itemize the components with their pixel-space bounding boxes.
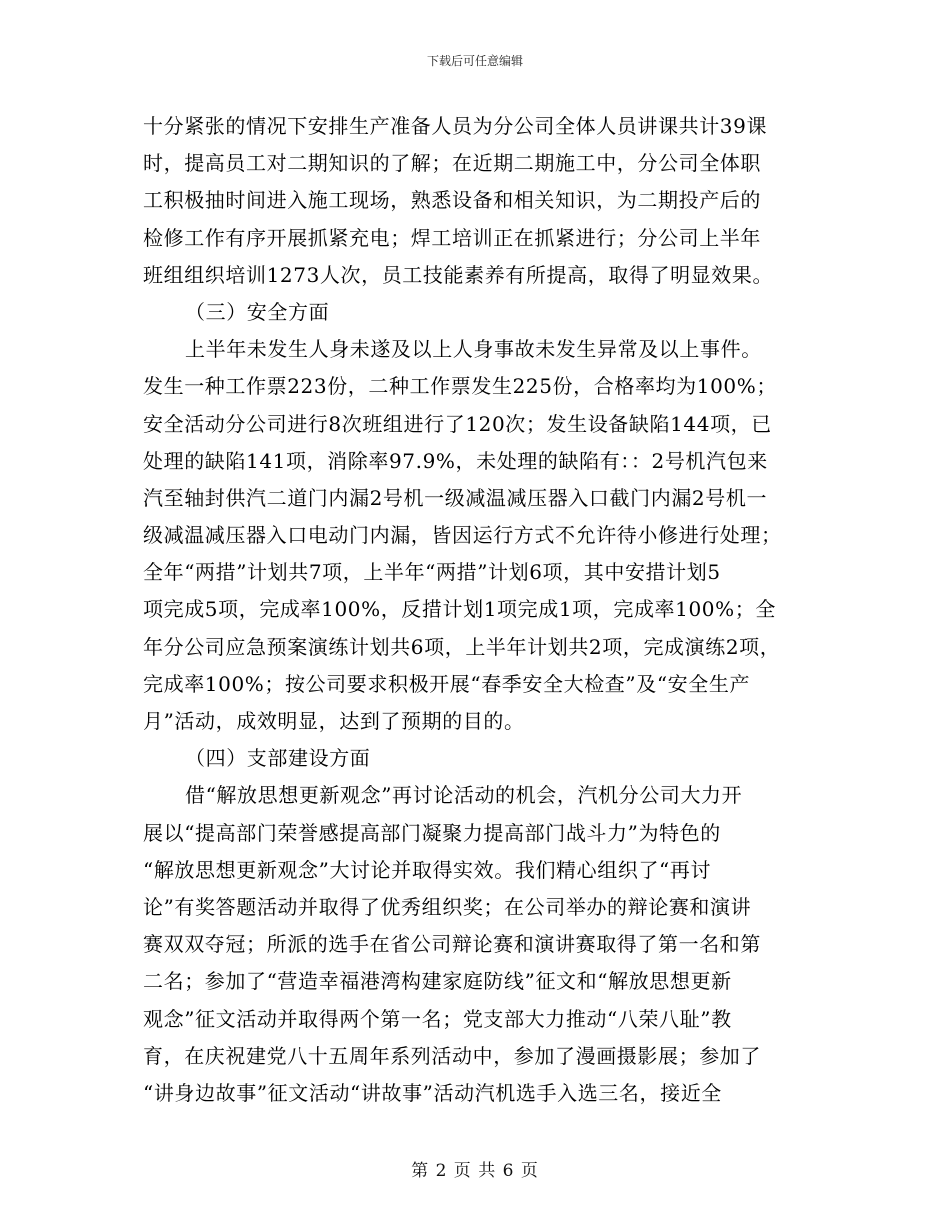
section-heading-party-branch: （四）支部建设方面 — [185, 746, 371, 771]
body-line: 时，提高员工对二期知识的了解；在近期二期施工中，分公司全体职 — [143, 151, 761, 176]
page-header-note: 下载后可任意编辑 — [426, 54, 523, 68]
body-line: 处理的缺陷141项，消除率97.9%，未处理的缺陷有：：2号机汽包来 — [143, 448, 768, 473]
body-line: 论”有奖答题活动并取得了优秀组织奖；在公司举办的辩论赛和演讲 — [143, 894, 752, 919]
body-line: 项完成5项，完成率100%，反措计划1项完成1项，完成率100%；全 — [143, 597, 776, 622]
body-line: 安全活动分公司进行8次班组进行了120次；发生设备缺陷144项，已 — [143, 411, 772, 436]
body-line: 工积极抽时间进入施工现场，熟悉设备和相关知识，为二期投产后的 — [143, 188, 761, 213]
body-line: 全年“两措”计划共7项，上半年“两措”计划6项，其中安措计划5 — [143, 560, 721, 585]
body-line: 十分紧张的情况下安排生产准备人员为分公司全体人员讲课共计39课 — [143, 114, 768, 138]
section-heading-safety: （三）安全方面 — [185, 299, 330, 324]
body-line: 育，在庆祝建党八十五周年系列活动中，参加了漫画摄影展；参加了 — [143, 1043, 761, 1068]
body-line: 赛双双夺冠；所派的选手在省公司辩论赛和演讲赛取得了第一名和第 — [143, 932, 761, 957]
document-body — [143, 108, 823, 1112]
body-line: 二名；参加了“营造幸福港湾构建家庭防线”征文和“解放思想更新 — [143, 969, 732, 994]
body-line: “解放思想更新观念”大讨论并取得实效。我们精心组织了“再讨 — [143, 857, 712, 882]
body-line: 观念”征文活动并取得两个第一名；党支部大力推动“八荣八耻”教 — [143, 1006, 732, 1031]
body-line: 检修工作有序开展抓紧充电；焊工培训正在抓紧进行；分公司上半年 — [143, 225, 761, 250]
body-line: 汽至轴封供汽二道门内漏2号机一级减温减压器入口截门内漏2号机一 — [143, 485, 768, 510]
body-line: 级减温减压器入口电动门内漏，皆因运行方式不允许待小修进行处理； — [143, 523, 782, 548]
paragraph-start-line: 借“解放思想更新观念”再讨论活动的机会，汽机分公司大力开 — [185, 783, 743, 808]
body-line: 完成率100%；按公司要求积极开展“春季安全大检查”及“安全生产 — [143, 671, 751, 696]
body-line: 展以“提高部门荣誉感提高部门凝聚力提高部门战斗力”为特色的 — [143, 820, 721, 845]
body-line: “讲身边故事”征文活动“讲故事”活动汽机选手入选三名，接近全 — [143, 1080, 722, 1105]
body-line: 年分公司应急预案演练计划共6项，上半年计划共2项，完成演练2项， — [143, 634, 781, 659]
body-line: 班组组织培训1273人次，员工技能素养有所提高，取得了明显效果。 — [143, 262, 774, 287]
page-number-footer: 第 2 页 共 6 页 — [411, 1161, 539, 1181]
body-line: 发生一种工作票223份，二种工作票发生225份，合格率均为100%； — [143, 374, 777, 399]
paragraph-start-line: 上半年未发生人身未遂及以上人身事故未发生异常及以上事件。 — [185, 337, 762, 362]
body-line: 月”活动，成效明显，达到了预期的目的。 — [143, 709, 525, 733]
